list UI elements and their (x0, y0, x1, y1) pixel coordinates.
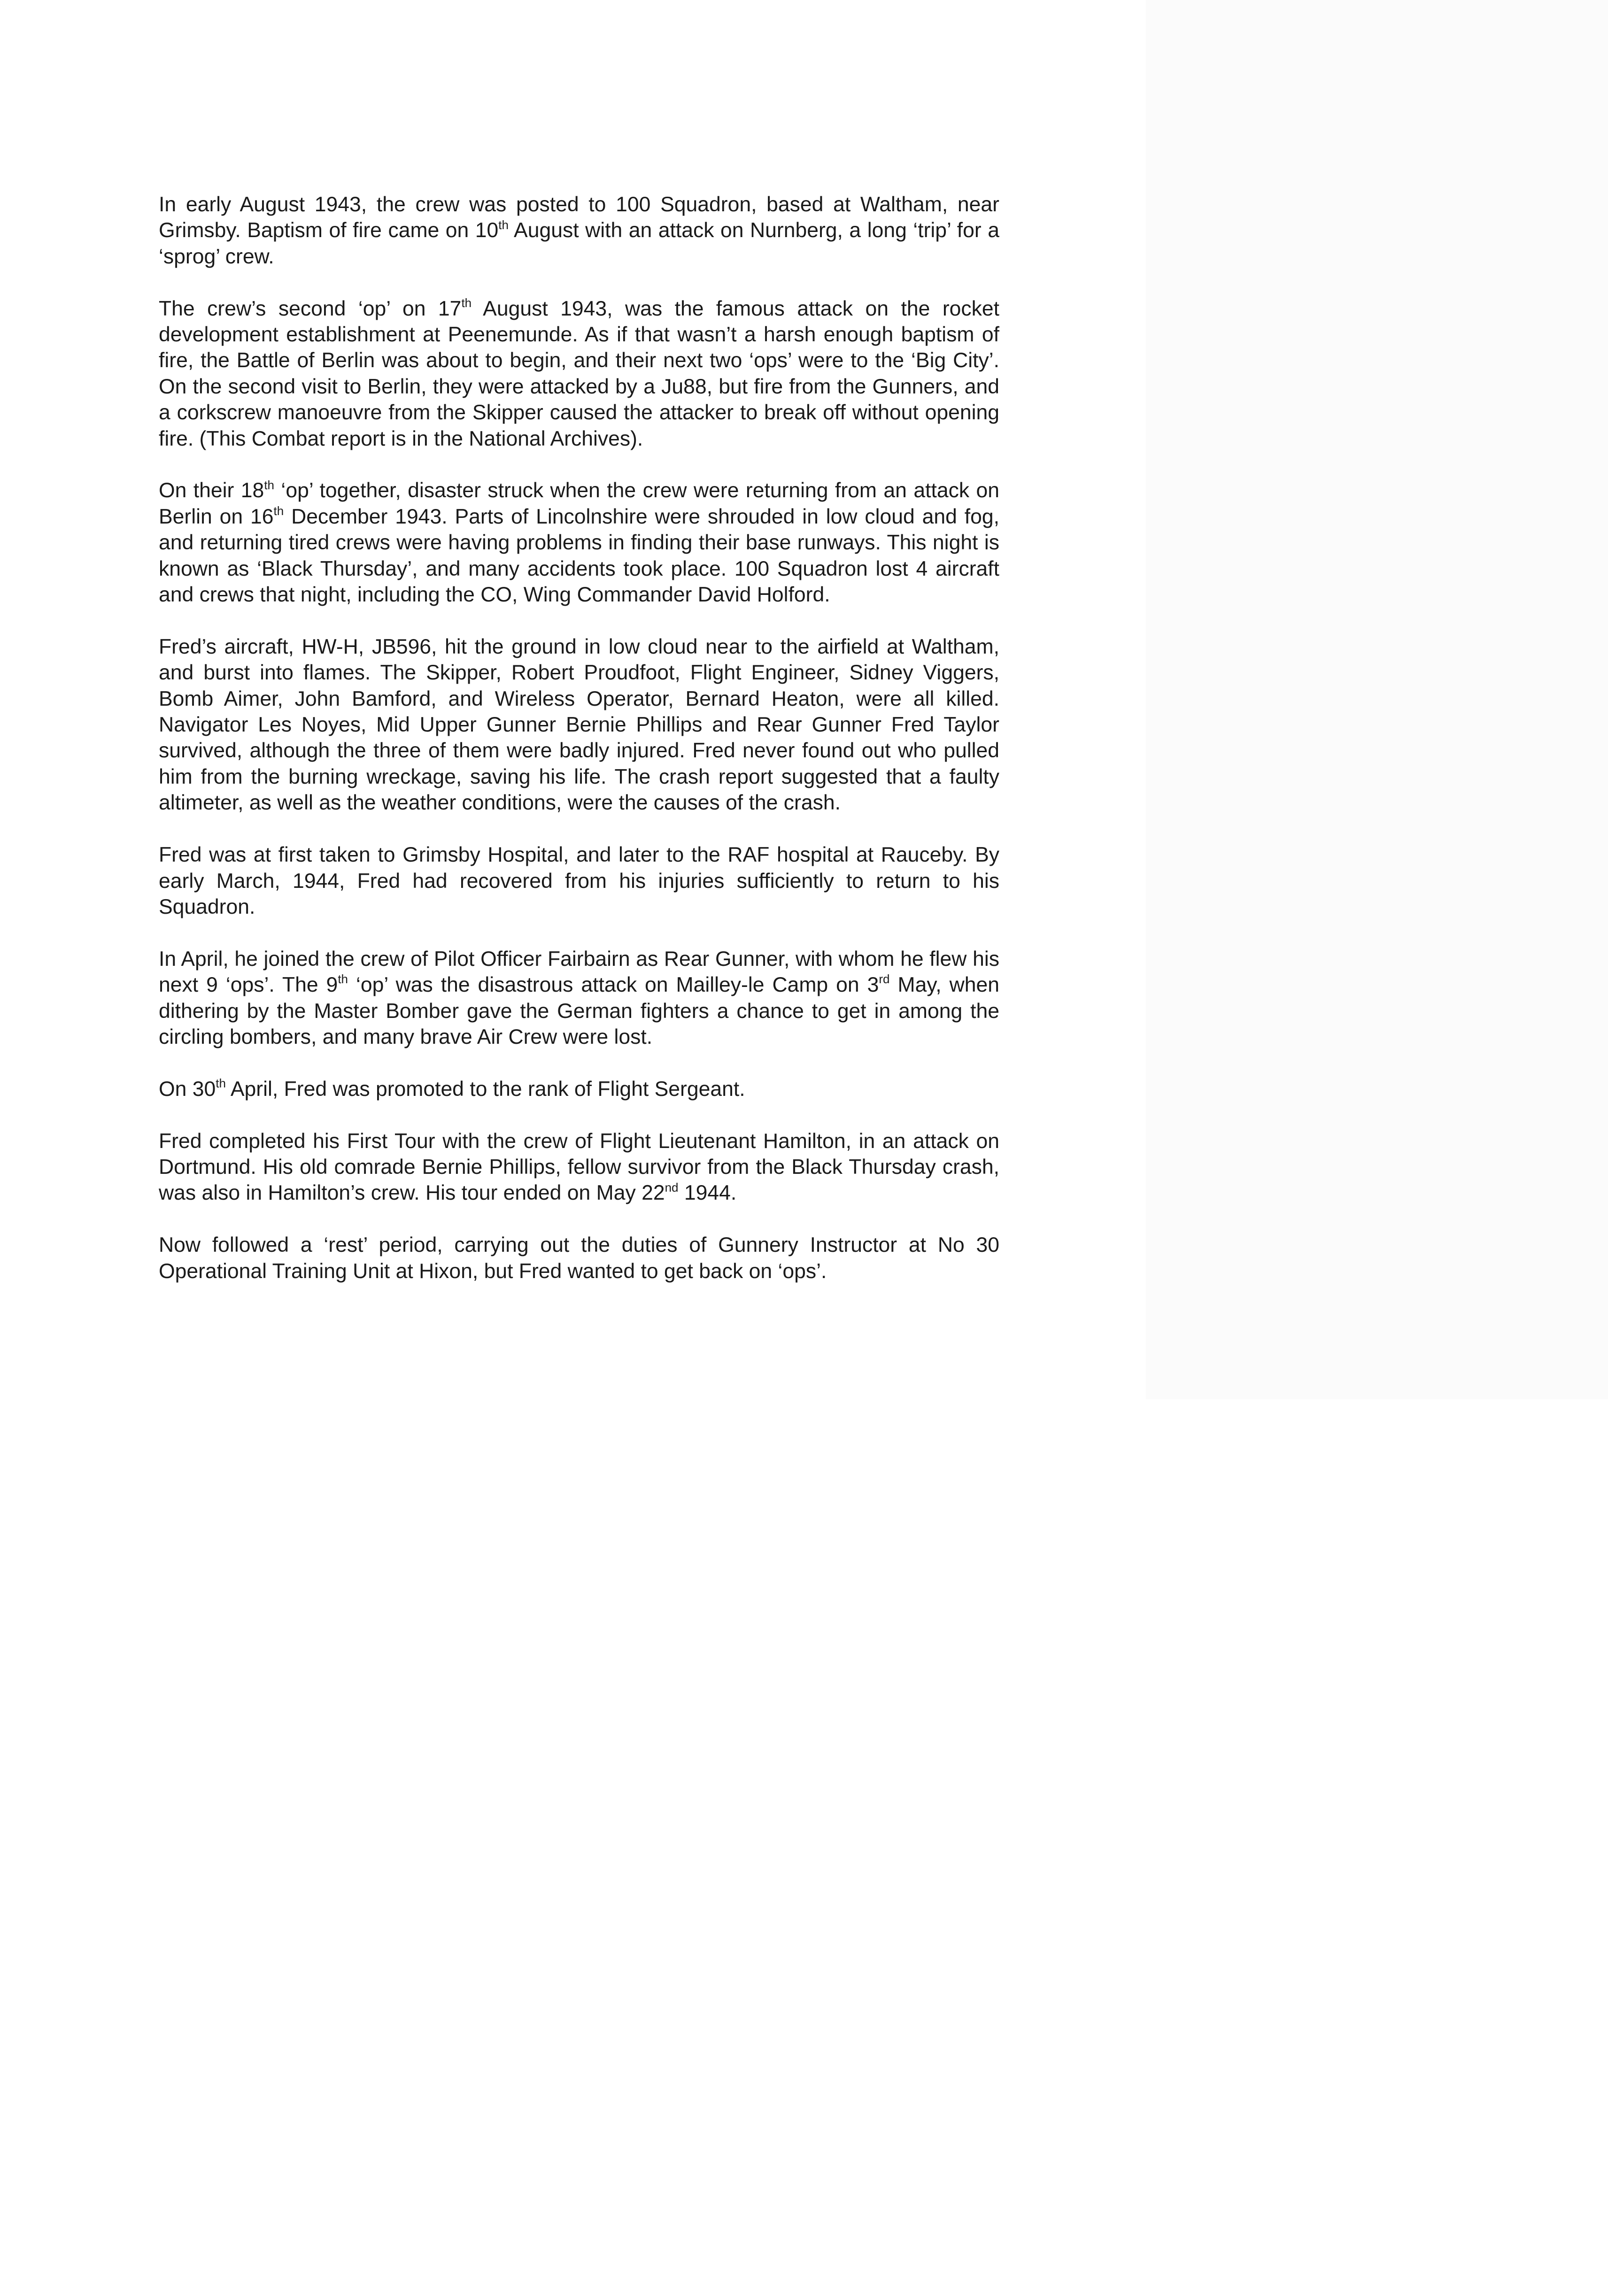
paragraph (159, 1232, 999, 1284)
ordinal-superscript: th (338, 972, 348, 986)
paragraph (159, 478, 999, 608)
ordinal-superscript: th (264, 478, 274, 492)
text-run: ‘op’ together, disaster struck when the crew were returning from an attack on Berlin on 16 (159, 479, 1000, 528)
paragraph (159, 634, 999, 816)
text-run: In April, he joined the crew of Pilot Officer Fairbairn as Rear Gunner, with whom he flew his next 9 ‘ops’. The 9 (159, 947, 999, 997)
text-run: August 1943, was the famous attack on the rocket development establishment at Peenemunde. As if that wasn’t a harsh enough baptism of fire, the Battle of Berlin was about to begin, and their next two ‘ops’ were to the ‘Big City’. On the second visit to Berlin, they were attacked by a Ju88, but fire from the Gunners, and a corkscrew manoeuvre from the Skipper caused the attacker to break off without opening fire. (This Combat report is in the National Archives). (159, 297, 999, 450)
paragraph (159, 1076, 999, 1102)
text-run: May, when dithering by the Master Bomber gave the German fighters a chance to get in among the circling bombers, and many brave Air Crew were lost. (159, 973, 999, 1048)
text-run: December 1943. Parts of Lincolnshire were shrouded in low cloud and fog, and returning tired crews were having problems in finding their base runways. This night is known as ‘Black Thursday’, and many accidents took place. 100 Squadron lost 4 aircraft and crews that night, including the CO, Wing Commander David Holford. (159, 505, 999, 607)
paragraph (159, 192, 999, 270)
ordinal-superscript: th (498, 217, 509, 232)
text-run: 1944. (678, 1181, 737, 1205)
text-run: August with an attack on Nurnberg, a long ‘trip’ for a ‘sprog’ crew. (159, 219, 999, 268)
text-run: On their 18 (159, 479, 264, 502)
paragraph (159, 296, 999, 452)
text-run: In early August 1943, the crew was posted to 100 Squadron, based at Waltham, near Grimsby. Baptism of fire came on 10 (159, 193, 999, 242)
paragraph (159, 1128, 999, 1206)
text-run: ‘op’ was the disastrous attack on Mailley-le Camp on 3 (348, 973, 879, 997)
text-run: Fred completed his First Tour with the crew of Flight Lieutenant Hamilton, in an attack on Dortmund. His old comrade Bernie Phillips, fellow survivor from the Black Thursday crash, was also in Hamilton’s crew. His tour ended on May 22 (159, 1129, 999, 1205)
text-run: The crew’s second ‘op’ on 17 (159, 297, 462, 320)
ordinal-superscript: th (216, 1076, 226, 1090)
text-run: Now followed a ‘rest’ period, carrying out the duties of Gunnery Instructor at No 30 Operational Training Unit at Hixon, but Fred wanted to get back on ‘ops’. (159, 1233, 999, 1283)
document-body (159, 192, 999, 1310)
ordinal-superscript: th (461, 295, 472, 310)
paragraph (159, 946, 999, 1050)
text-run: Fred was at first taken to Grimsby Hospital, and later to the RAF hospital at Rauceby. By early March, 1944, Fred had recovered from his injuries sufficiently to return to his Squadron. (159, 843, 999, 918)
ordinal-superscript: rd (879, 972, 890, 986)
ordinal-superscript: th (273, 504, 284, 518)
text-run: On 30 (159, 1077, 216, 1101)
text-run: April, Fred was promoted to the rank of Flight Sergeant. (225, 1077, 745, 1101)
scan-shading (1146, 0, 1608, 1399)
paragraph (159, 842, 999, 920)
ordinal-superscript: nd (665, 1180, 679, 1194)
text-run: Fred’s aircraft, HW-H, JB596, hit the ground in low cloud near to the airfield at Waltham, and burst into flames. The Skipper, Robert Proudfoot, Flight Engineer, Sidney Viggers, Bomb Aimer, John Bamford, and Wireless Operator, Bernard Heaton, were all killed. Navigator Les Noyes, Mid Upper Gunner Bernie Phillips and Rear Gunner Fred Taylor survived, although the three of them were badly injured. Fred never found out who pulled him from the burning wreckage, saving his life. The crash report suggested that a faulty altimeter, as well as the weather conditions, were the causes of the crash. (159, 635, 999, 815)
